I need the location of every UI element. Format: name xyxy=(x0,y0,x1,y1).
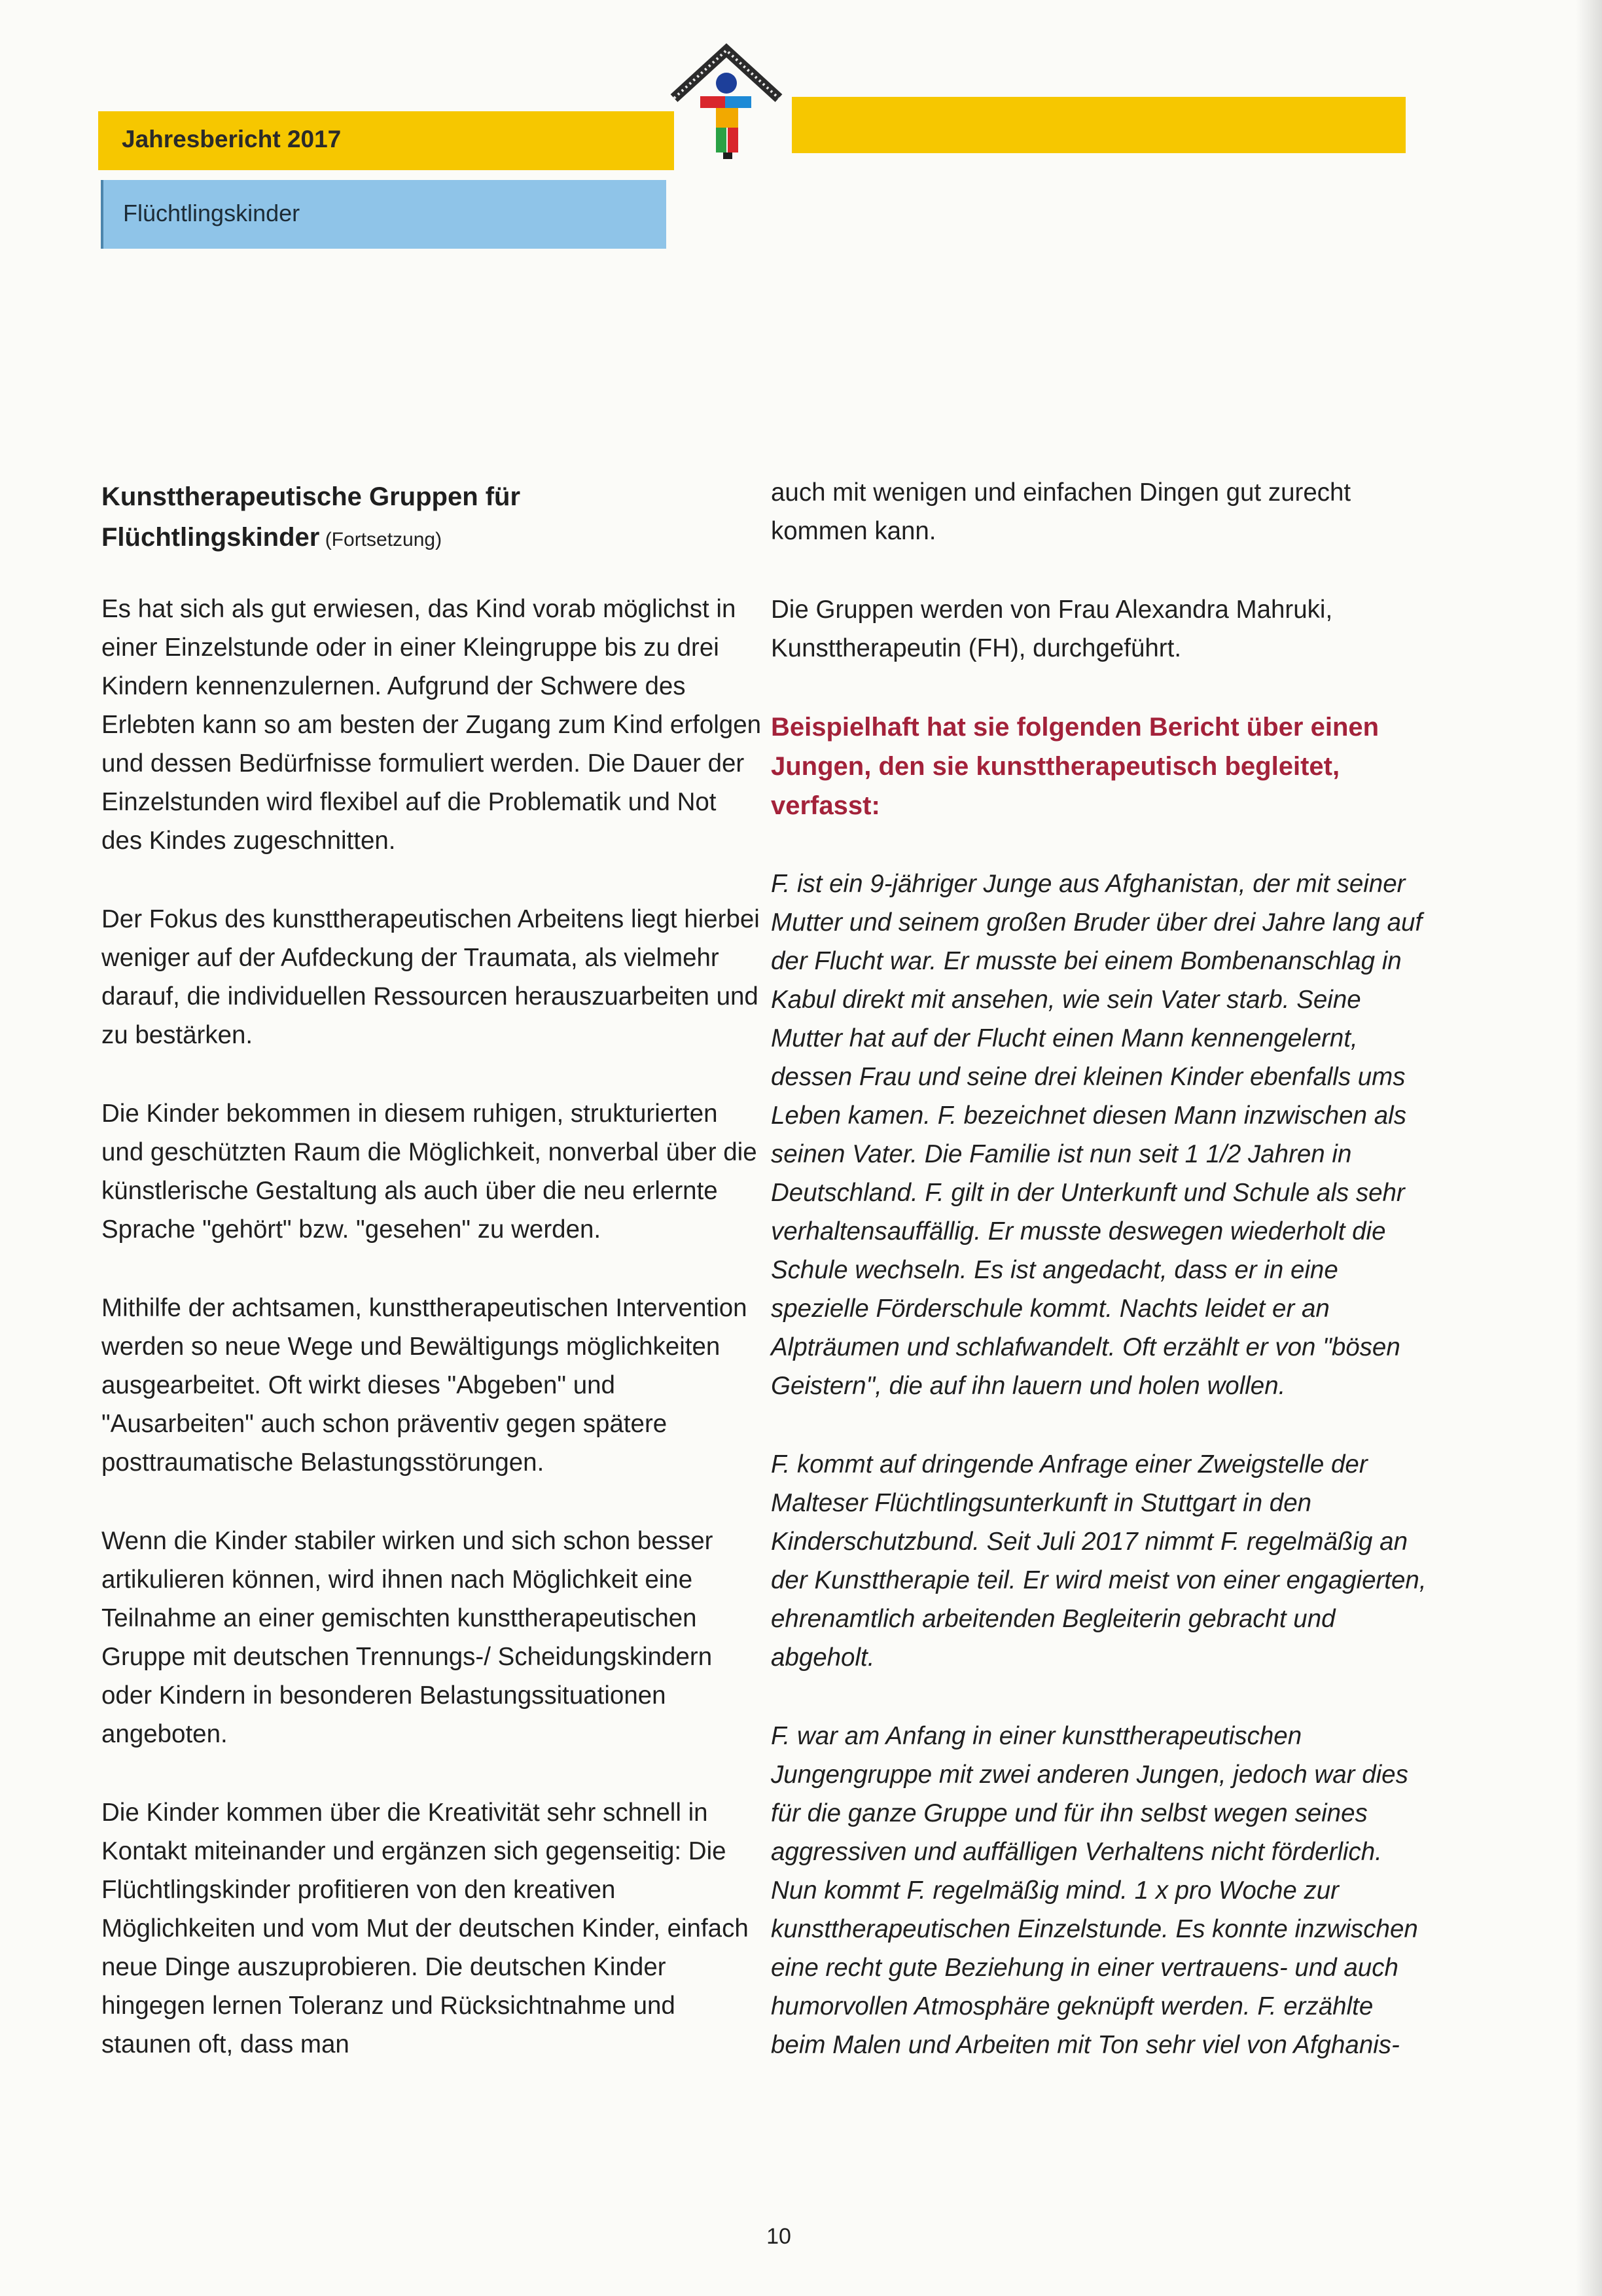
right-column xyxy=(771,473,1432,2104)
paragraph: auch mit wenigen und einfachen Dingen gut zurecht kommen kann. xyxy=(771,478,1351,545)
paragraph: Es hat sich als gut erwiesen, das Kind vorab möglichst in einer Einzelstunde oder in einer Kleingruppe bis zu drei Kindern kennenzulernen. Aufgrund der Schwere des Erlebten kann so am besten der Zugang zum Kind erfolgen und dessen Bedürfnisse formuliert werden. Die Dauer der Einzelstunden wird flexibel auf die Problematik und Not des Kindes zugeschnitten. xyxy=(101,595,762,855)
section-title: Flüchtlingskinder xyxy=(123,200,300,226)
paragraph: Der Fokus des kunsttherapeutischen Arbeitens liegt hierbei weniger auf der Aufdeckung der Traumata, als vielmehr darauf, die individuellen Ressourcen herauszuarbeiten und zu bestärken. xyxy=(101,905,760,1049)
paragraph: Die Kinder bekommen in diesem ruhigen, strukturierten und geschützten Raum die Möglichkeit, nonverbal über die künstlerische Gestaltung als auch über die neu erlernte Sprache "gehört" bzw. "gesehen" zu werden. xyxy=(101,1100,757,1244)
case-report-paragraph: F. kommt auf dringende Anfrage einer Zweigstelle der Malteser Flüchtlingsunterkunft in Stuttgart in den Kinderschutzbund. Seit Juli 2017 nimmt F. regelmäßig an der Kunsttherapie teil. Er wird meist von einer engagierten, ehrenamtlich arbeitenden Begleiterin gebracht und abgeholt. xyxy=(771,1450,1427,1672)
page-edge-shadow xyxy=(1576,0,1602,2296)
section-bar xyxy=(101,180,666,249)
paragraph: Die Kinder kommen über die Kreativität sehr schnell in Kontakt miteinander und ergänzen sich gegenseitig: Die Flüchtlingskinder profitieren von den kreativen Möglichkeiten und vom Mut der deutschen Kinder, einfach neue Dinge auszuprobieren. Die deutschen Kinder hingegen lernen Toleranz und Rücksichtnahme und staunen oft, dass man xyxy=(101,1799,749,2058)
header-bar-right xyxy=(792,97,1406,153)
left-column xyxy=(101,476,762,2104)
header-bar-left xyxy=(98,111,674,170)
report-intro-heading: Beispielhaft hat sie folgenden Bericht über einen Jungen, den sie kunsttherapeutisch begleitet, verfasst: xyxy=(771,713,1380,820)
case-report-paragraph: F. ist ein 9-jähriger Junge aus Afghanistan, der mit seiner Mutter und seinem großen Bruder über drei Jahre lang auf der Flucht war. Er musste bei einem Bombenanschlag in Kabul direkt mit ansehen, wie sein Vater starb. Seine Mutter hat auf der Flucht einen Mann kennengelernt, dessen Frau und seine drei kleinen Kinder ebenfalls ums Leben kamen. F. bezeichnet diesen Mann inzwischen als seinen Vater. Die Familie ist nun seit 1 1/2 Jahren in Deutschland. F. gilt in der Unterkunft und Schule als sehr verhaltensauffällig. Er musste deswegen wiederholt die Schule wechseln. Es ist angedacht, dass er in eine spezielle Förderschule kommt. Nachts leidet er an Alpträumen und schlafwandelt. Oft erzählt er von "bösen Geistern", die auf ihn lauern und holen wollen. xyxy=(771,870,1423,1400)
article-heading-line1: Kunsttherapeutische Gruppen für xyxy=(101,482,521,511)
report-title: Jahresbericht 2017 xyxy=(122,126,342,152)
article-heading xyxy=(101,476,762,560)
kinderschutzbund-logo-icon xyxy=(661,36,792,167)
page-number: 10 xyxy=(766,2224,791,2249)
paragraph: Die Gruppen werden von Frau Alexandra Mahruki, Kunsttherapeutin (FH), durchgeführt. xyxy=(771,596,1333,662)
case-report-paragraph: F. war am Anfang in einer kunsttherapeutischen Jungengruppe mit zwei anderen Jungen, jedoch war dies für die ganze Gruppe und für ihn selbst wegen seines aggressiven und auffälligen Verhaltens nicht förderlich. Nun kommt F. regelmäßig mind. 1 x pro Woche zur kunsttherapeutischen Einzelstunde. Es konnte inzwischen eine recht gute Beziehung in einer vertrauens- und auch humorvollen Atmosphäre geknüpft werden. F. erzählte beim Malen und Arbeiten mit Ton sehr viel von Afghanis- xyxy=(771,1722,1418,2059)
paragraph: Mithilfe der achtsamen, kunsttherapeutischen Intervention werden so neue Wege und Bewältigungs möglichkeiten ausgearbeitet. Oft wirkt dieses "Abgeben" und "Ausarbeiten" auch schon präventiv gegen spätere posttraumatische Belastungsstörungen. xyxy=(101,1294,747,1477)
article-heading-suffix: (Fortsetzung) xyxy=(319,529,442,550)
article-heading-line2: Flüchtlingskinder xyxy=(101,523,320,552)
paragraph: Wenn die Kinder stabiler wirken und sich schon besser artikulieren können, wird ihnen nach Möglichkeit eine Teilnahme an einer gemischten kunsttherapeutischen Gruppe mit deutschen Trennungs-/ Scheidungskindern oder Kindern in besonderen Belastungssituationen angeboten. xyxy=(101,1527,713,1748)
